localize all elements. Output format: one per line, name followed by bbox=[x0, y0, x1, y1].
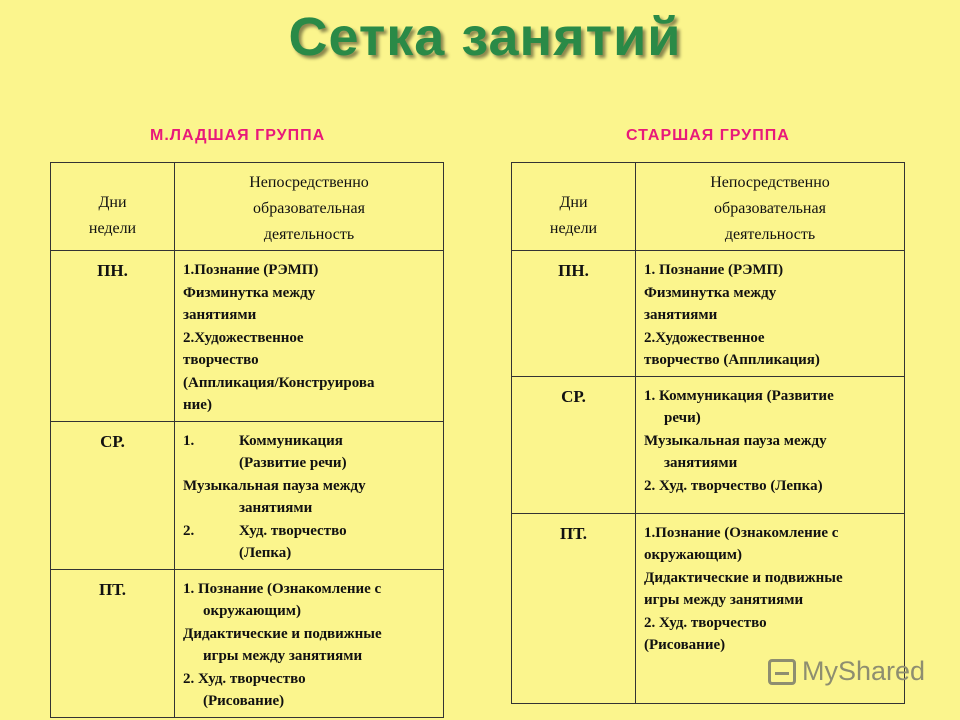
table-row bbox=[51, 569, 444, 717]
day-cell: ПТ. bbox=[512, 513, 636, 703]
page-title: Сетка занятий bbox=[288, 7, 682, 67]
day-cell: СР. bbox=[512, 376, 636, 513]
watermark bbox=[768, 656, 925, 687]
day-cell: ПН. bbox=[512, 251, 636, 377]
table-row bbox=[512, 251, 905, 377]
header-days: Дни недели bbox=[51, 163, 175, 251]
table-header-row bbox=[51, 163, 444, 251]
activity-cell: 1. Коммуникация (Развитие речи) Музыкальная пауза между занятиями 2. Худ. творчество (Лепка) bbox=[636, 376, 905, 513]
table-row bbox=[512, 376, 905, 513]
senior-group-heading: СТАРШАЯ ГРУППА bbox=[626, 127, 790, 144]
activity-cell: 1.Познание (РЭМП) Физминутка между занятиями 2.Художественное творчество (Аппликация/Конструирова ние) bbox=[175, 251, 444, 422]
header-activity: Непосредственно образовательная деятельность bbox=[175, 163, 444, 251]
day-cell: СР. bbox=[51, 421, 175, 569]
day-cell: ПН. bbox=[51, 251, 175, 422]
header-days: Дни недели bbox=[512, 163, 636, 251]
activity-cell: 1. Познание (Ознакомление с окружающим) Дидактические и подвижные игры между занятиями 2. Худ. творчество (Рисование) bbox=[175, 569, 444, 717]
senior-schedule-table bbox=[511, 162, 905, 704]
activity-cell: 1. Коммуникация (Развитие речи) Музыкальная пауза между занятиями 2. Худ. творчество (Лепка) bbox=[175, 421, 444, 569]
day-cell: ПТ. bbox=[51, 569, 175, 717]
activity-cell: 1. Познание (РЭМП) Физминутка между занятиями 2.Художественное творчество (Аппликация) bbox=[636, 251, 905, 377]
junior-schedule-table bbox=[50, 162, 444, 718]
activity-cell: 1.Познание (Ознакомление с окружающим) Дидактические и подвижные игры между занятиями 2. Худ. творчество (Рисование) bbox=[636, 513, 905, 703]
header-activity: Непосредственно образовательная деятельность bbox=[636, 163, 905, 251]
table-row bbox=[51, 421, 444, 569]
junior-group-heading: М.ЛАДШАЯ ГРУППА bbox=[150, 127, 326, 144]
watermark-text: MyShared bbox=[802, 656, 926, 686]
table-header-row bbox=[512, 163, 905, 251]
table-row bbox=[51, 251, 444, 422]
myshared-logo-icon bbox=[768, 659, 796, 685]
